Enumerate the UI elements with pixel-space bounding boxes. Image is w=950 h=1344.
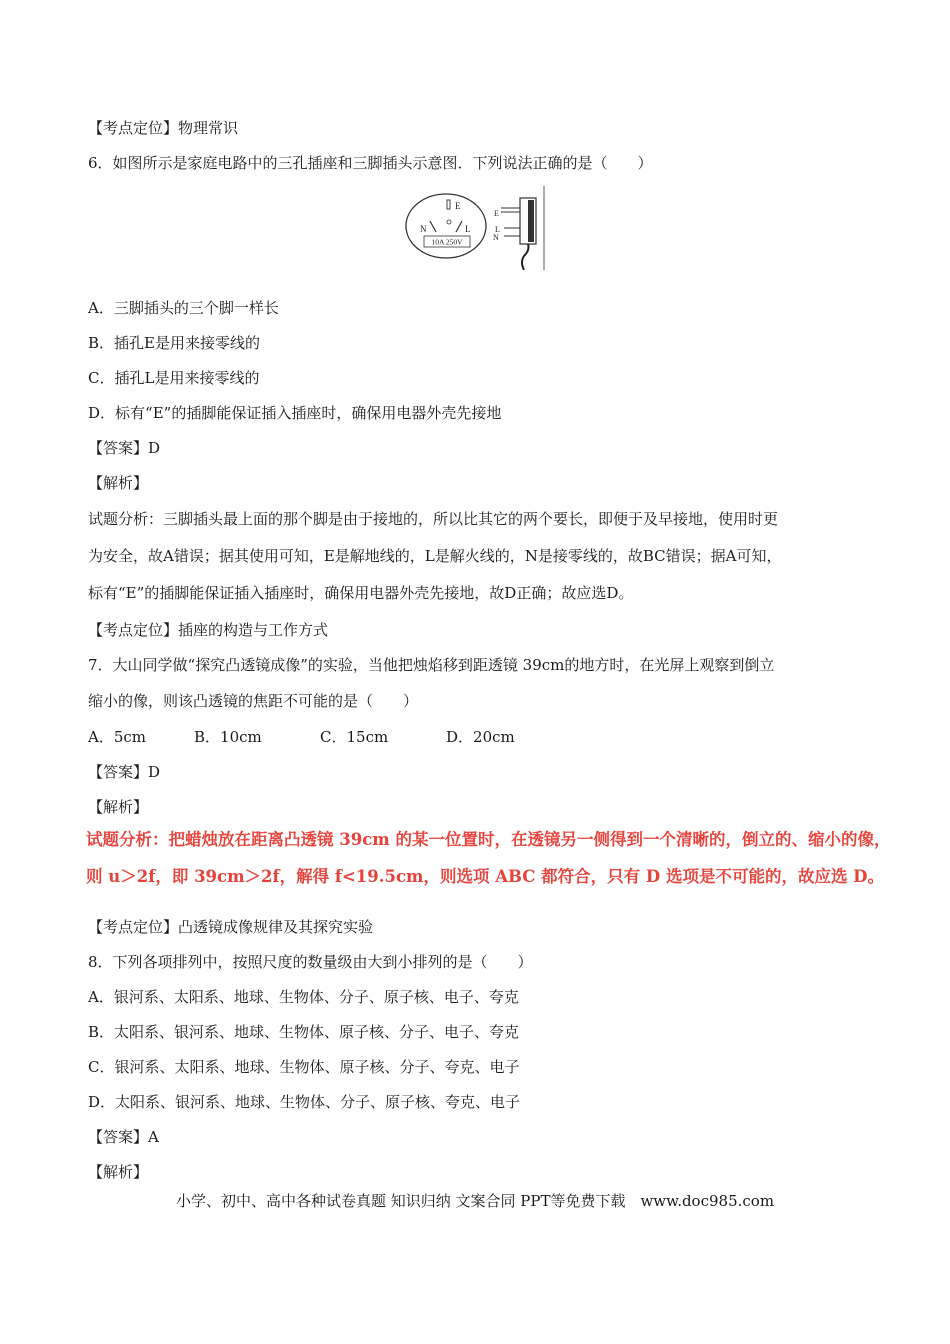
q5-kaodian: 【考点定位】物理常识	[88, 119, 239, 137]
q8-option-c: C．银河系、太阳系、地球、生物体、原子核、分子、夸克、电子	[88, 1058, 520, 1076]
q6-option-b: B．插孔E是用来接零线的	[88, 334, 260, 352]
q8-option-b: B．太阳系、银河系、地球、生物体、原子核、分子、电子、夸克	[88, 1023, 520, 1041]
q6-option-d: D．标有“E”的插脚能保证插入插座时，确保用电器外壳先接地	[88, 404, 502, 422]
socket-n-label: N	[420, 224, 427, 234]
page-footer: 小学、初中、高中各种试卷真题 知识归纳 文案合同 PPT等免费下载 www.doc985.com	[175, 1192, 775, 1210]
q6-option-a: A．三脚插头的三个脚一样长	[88, 299, 279, 317]
q6-analysis-line-3: 标有“E”的插脚能保证插入插座时，确保用电器外壳先接地，故D正确；故应选D。	[88, 584, 634, 602]
socket-l-label: L	[465, 224, 471, 234]
q7-option-a: A．5cm	[88, 728, 147, 746]
plug-l-label: L	[495, 225, 500, 234]
q6-answer: 【答案】D	[88, 439, 161, 457]
q7-option-d: D．20cm	[446, 728, 515, 746]
q6-jiexi-heading: 【解析】	[88, 474, 149, 492]
q7-jiexi-heading: 【解析】	[88, 798, 149, 816]
three-pin-plug	[493, 186, 544, 270]
q8-stem: 8．下列各项排列中，按照尺度的数量级由大到小排列的是（ ）	[88, 953, 533, 971]
q7-kaodian: 【考点定位】凸透镜成像规律及其探究实验	[88, 918, 374, 936]
plug-n-label: N	[493, 233, 499, 242]
q8-option-d: D．太阳系、银河系、地球、生物体、分子、原子核、夸克、电子	[88, 1093, 521, 1111]
socket-l-slot	[456, 221, 462, 232]
q7-option-b: B．10cm	[194, 728, 262, 746]
q7-stem-line-1: 7．大山同学做“探究凸透镜成像”的实验，当他把烛焰移到距透镜 39cm的地方时，在光屏上观察到倒立	[88, 656, 775, 674]
q8-jiexi-heading: 【解析】	[88, 1163, 149, 1181]
q8-option-a: A．银河系、太阳系、地球、生物体、分子、原子核、电子、夸克	[88, 988, 519, 1006]
socket-plug-figure	[404, 186, 547, 270]
q6-stem: 6．如图所示是家庭电路中的三孔插座和三脚插头示意图．下列说法正确的是（ ）	[88, 154, 653, 172]
q7-analysis-line-1: 试题分析：把蜡烛放在距离凸透镜 39cm 的某一位置时，在透镜另一侧得到一个清晰的，倒立的、缩小的像，	[86, 830, 891, 849]
q6-analysis-line-2: 为安全，故A错误；据其使用可知，E是解地线的，L是解火线的，N是接零线的，故BC错误；据A可知，	[88, 547, 782, 565]
q7-answer: 【答案】D	[88, 763, 161, 781]
q8-answer: 【答案】A	[88, 1128, 159, 1146]
q7-analysis-line-2: 则 u＞2f，即 39cm＞2f，解得 f<19.5cm，则选项 ABC 都符合，只有 D 选项是不可能的，故应选 D。	[86, 867, 884, 886]
socket-n-slot	[430, 221, 436, 232]
socket-rating-label: 10A 250V	[431, 237, 463, 247]
q7-option-c: C．15cm	[320, 728, 389, 746]
socket-e-label: E	[455, 201, 461, 211]
q6-analysis-line-1: 试题分析：三脚插头最上面的那个脚是由于接地的，所以比其它的两个要长，即便于及早接地，使用时更	[88, 510, 779, 528]
q6-kaodian: 【考点定位】插座的构造与工作方式	[88, 621, 329, 639]
three-hole-socket	[406, 194, 486, 258]
q7-stem-line-2: 缩小的像，则该凸透镜的焦距不可能的是（ ）	[88, 692, 419, 710]
q6-option-c: C．插孔L是用来接零线的	[88, 369, 260, 387]
socket-e-slot	[447, 200, 450, 209]
plug-e-label: E	[494, 209, 499, 218]
q7-options	[88, 727, 515, 747]
